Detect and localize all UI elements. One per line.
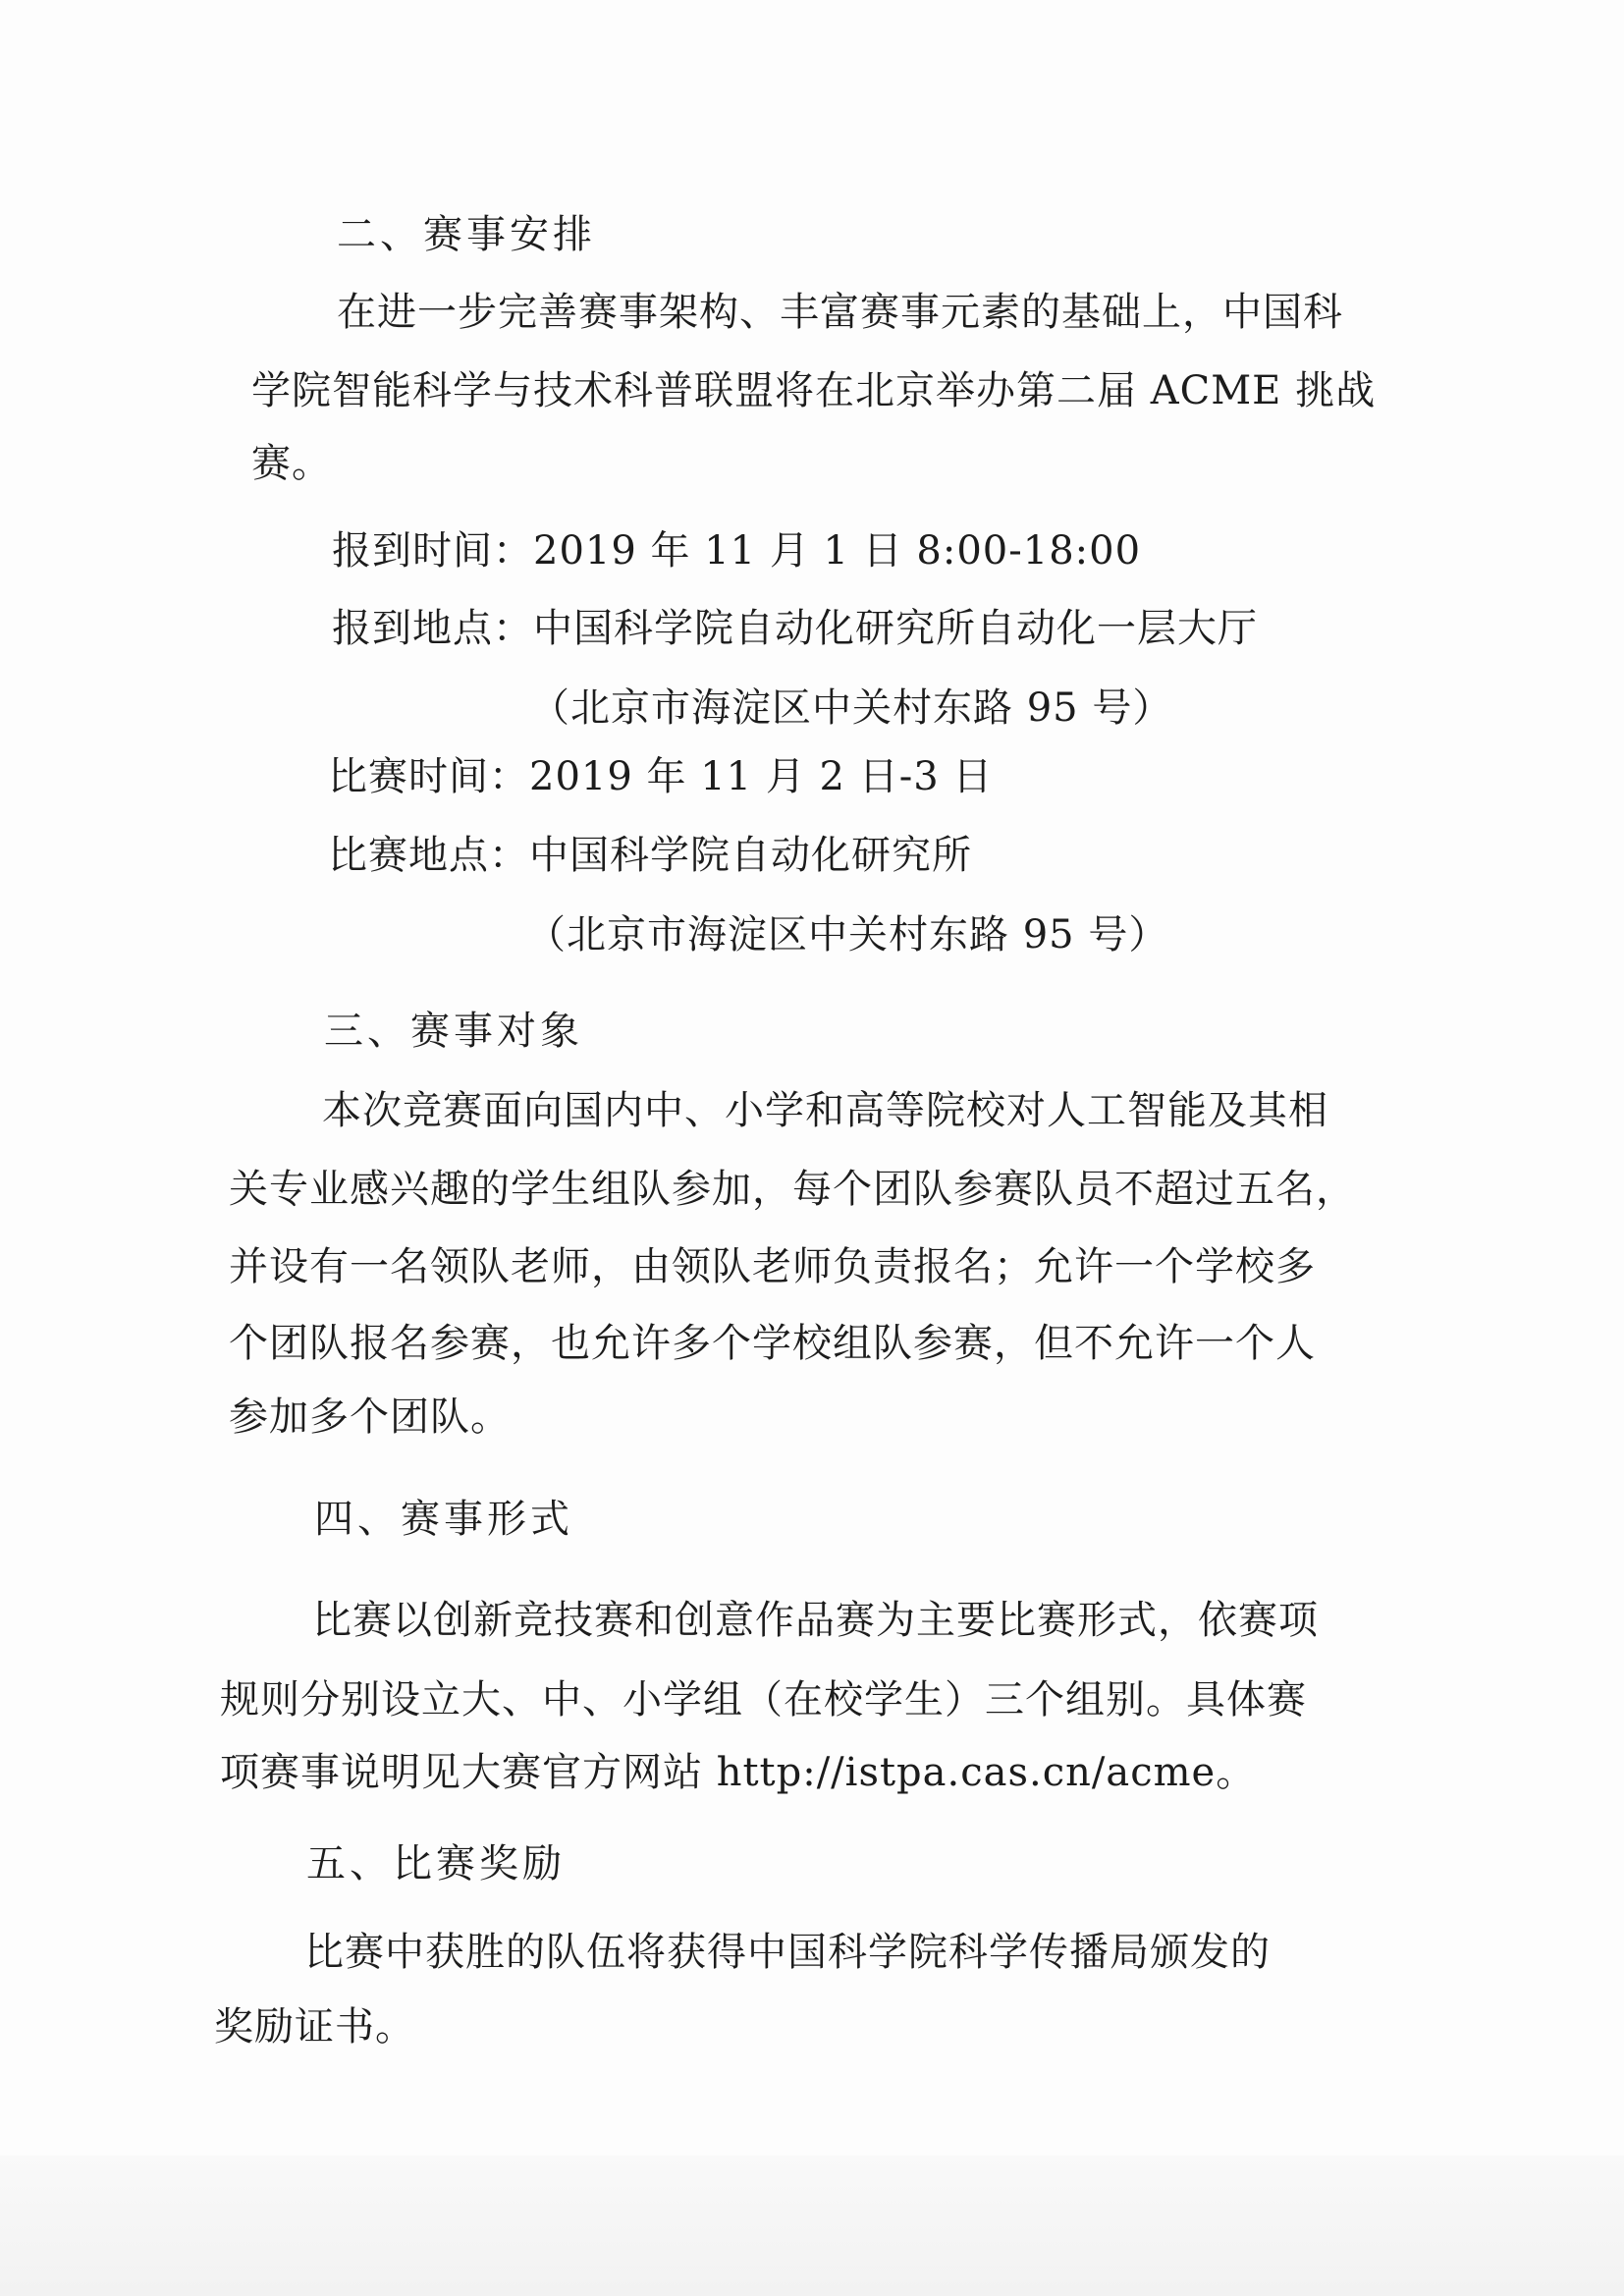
format-line: 比赛以创新竞技赛和创意作品赛为主要比赛形式，依赛项 bbox=[312, 1598, 1319, 1643]
competition-time: 比赛时间：2019 年 11 月 2 日-3 日 bbox=[328, 754, 994, 799]
registration-time: 报到时间：2019 年 11 月 1 日 8:00-18:00 bbox=[332, 528, 1142, 574]
participants-line: 关专业感兴趣的学生组队参加，每个团队参赛队员不超过五名， bbox=[229, 1167, 1356, 1212]
scan-bottom-shadow bbox=[0, 2156, 1624, 2296]
participants-line: 个团队报名参赛，也允许多个学校组队参赛，但不允许一个人 bbox=[229, 1321, 1316, 1366]
format-line: 规则分别设立大、中、小学组（在校学生）三个组别。具体赛 bbox=[220, 1677, 1307, 1722]
registration-address: （北京市海淀区中关村东路 95 号） bbox=[530, 685, 1173, 731]
registration-place: 报到地点：中国科学院自动化研究所自动化一层大厅 bbox=[332, 606, 1258, 651]
arrangement-intro-line: 赛。 bbox=[251, 441, 332, 486]
participants-line: 并设有一名领队老师，由领队老师负责报名；允许一个学校多 bbox=[229, 1244, 1316, 1289]
section-heading-arrangement: 二、赛事安排 bbox=[337, 212, 596, 257]
awards-line: 奖励证书。 bbox=[214, 2004, 415, 2050]
arrangement-intro-line: 学院智能科学与技术科普联盟将在北京举办第二届 ACME 挑战 bbox=[251, 368, 1377, 413]
participants-line: 参加多个团队。 bbox=[229, 1394, 511, 1440]
competition-place: 比赛地点：中国科学院自动化研究所 bbox=[328, 833, 972, 878]
format-line: 项赛事说明见大赛官方网站 http://istpa.cas.cn/acme。 bbox=[220, 1750, 1257, 1795]
competition-address: （北京市海淀区中关村东路 95 号） bbox=[526, 912, 1169, 957]
section-heading-format: 四、赛事形式 bbox=[314, 1497, 573, 1542]
arrangement-intro-line: 在进一步完善赛事架构、丰富赛事元素的基础上，中国科 bbox=[337, 290, 1343, 335]
section-heading-participants: 三、赛事对象 bbox=[324, 1009, 583, 1054]
awards-line: 比赛中获胜的队伍将获得中国科学院科学传播局颁发的 bbox=[304, 1930, 1271, 1975]
section-heading-awards: 五、比赛奖励 bbox=[306, 1841, 566, 1886]
participants-line: 本次竞赛面向国内中、小学和高等院校对人工智能及其相 bbox=[322, 1088, 1328, 1133]
